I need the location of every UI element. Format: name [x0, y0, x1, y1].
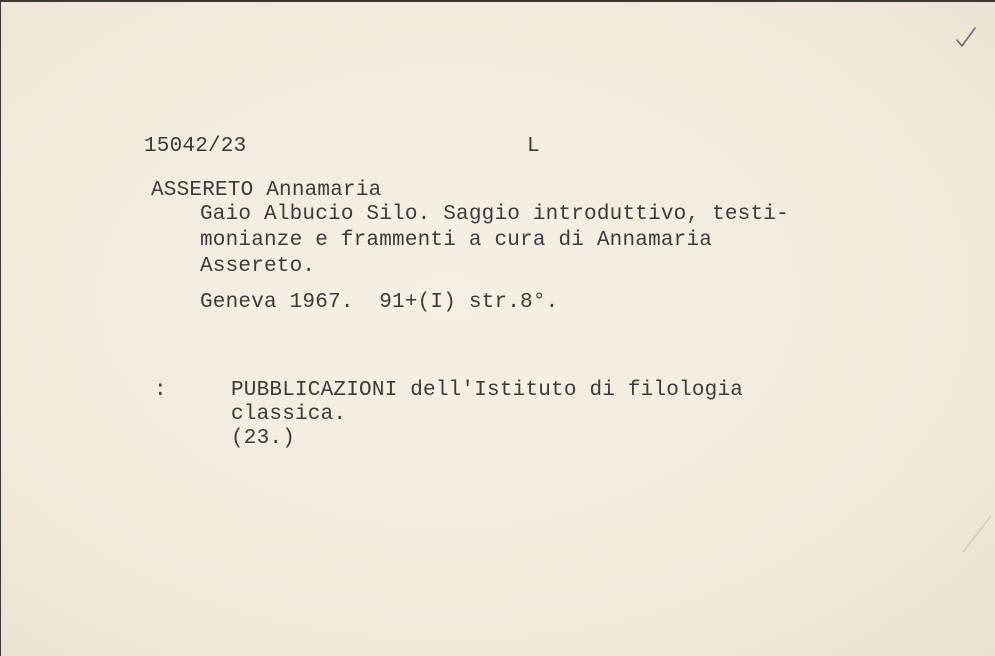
- edge-scratch-mark: [961, 502, 995, 562]
- author-heading: ASSERETO Annamaria: [151, 179, 382, 202]
- class-letter: L: [527, 135, 540, 158]
- imprint-line: Geneva 1967. 91+(I) str.8°.: [200, 291, 559, 314]
- title-line-1: Gaio Albucio Silo. Saggio introduttivo, testi-: [200, 203, 789, 226]
- checkmark-icon: [951, 22, 981, 52]
- series-marker: :: [154, 379, 167, 402]
- series-line-2: classica.: [231, 403, 347, 426]
- series-line-3: (23.): [231, 427, 296, 450]
- title-line-3: Assereto.: [200, 255, 316, 278]
- title-line-2: monianze e frammenti a cura di Annamaria: [200, 229, 713, 252]
- call-number: 15042/23: [144, 135, 247, 158]
- series-line-1: PUBBLICAZIONI dell'Istituto di filologia: [231, 379, 744, 402]
